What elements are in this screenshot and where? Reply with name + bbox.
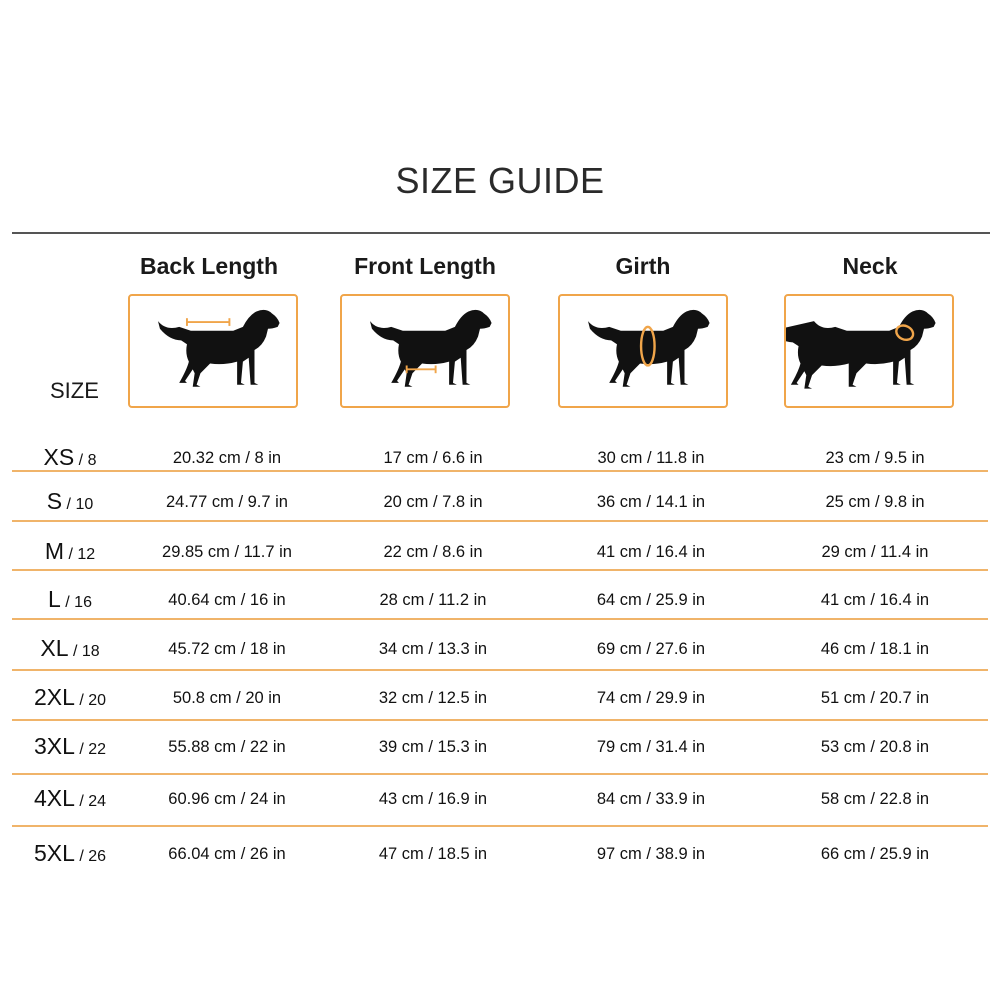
size-number: / 8 <box>78 452 97 469</box>
measurement-cell: 58 cm / 22.8 in <box>820 790 930 808</box>
column-header-back-length: Back Length <box>139 253 279 279</box>
measurement-cell: 60.96 cm / 24 in <box>168 790 286 808</box>
measurement-cell: 66.04 cm / 26 in <box>168 845 286 863</box>
title-divider <box>12 232 990 234</box>
dog-front-length-icon <box>342 296 508 406</box>
size-number: / 18 <box>72 643 100 660</box>
table-row <box>0 480 1000 524</box>
size-code: S <box>46 488 63 514</box>
measurement-cell: 25 cm / 9.8 in <box>825 493 925 511</box>
front-length-icon-box <box>340 294 510 408</box>
measurement-cell: 29 cm / 11.4 in <box>821 543 929 561</box>
row-divider <box>12 773 988 775</box>
row-divider <box>12 669 988 671</box>
measurement-cell: 40.64 cm / 16 in <box>168 591 286 609</box>
table-row <box>0 725 1000 769</box>
measurement-cell: 23 cm / 9.5 in <box>825 449 925 467</box>
measurement-cell: 53 cm / 20.8 in <box>820 738 930 756</box>
measurement-cell: 17 cm / 6.6 in <box>383 449 483 467</box>
measurement-cell: 45.72 cm / 18 in <box>168 640 286 658</box>
measurement-cell: 51 cm / 20.7 in <box>820 689 930 707</box>
column-header-front-length: Front Length <box>354 253 496 279</box>
size-number: / 24 <box>79 793 107 810</box>
measurement-cell: 32 cm / 12.5 in <box>378 689 488 707</box>
size-number: / 16 <box>65 594 92 611</box>
table-row <box>0 627 1000 671</box>
column-header-girth: Girth <box>615 253 671 279</box>
row-divider <box>12 618 988 620</box>
size-number: / 22 <box>79 741 107 758</box>
measurement-cell: 22 cm / 8.6 in <box>383 543 483 561</box>
measurement-cell: 84 cm / 33.9 in <box>596 790 706 808</box>
row-divider <box>12 470 988 472</box>
measurement-cell: 39 cm / 15.3 in <box>378 738 488 756</box>
size-number: / 10 <box>66 496 94 513</box>
measurement-cell: 34 cm / 13.3 in <box>378 640 488 658</box>
measurement-cell: 66 cm / 25.9 in <box>820 845 930 863</box>
neck-icon-box <box>784 294 954 408</box>
measurement-cell: 41 cm / 16.4 in <box>596 543 706 561</box>
row-divider <box>12 520 988 522</box>
measurement-cell: 46 cm / 18.1 in <box>820 640 930 658</box>
size-number: / 12 <box>68 546 96 563</box>
row-divider <box>12 825 988 827</box>
measurement-cell: 24.77 cm / 9.7 in <box>166 493 288 511</box>
measurement-cell: 41 cm / 16.4 in <box>820 591 930 609</box>
measurement-cell: 20 cm / 7.8 in <box>383 493 483 511</box>
back-length-icon-box <box>128 294 298 408</box>
measurement-cell: 69 cm / 27.6 in <box>596 640 706 658</box>
size-code: XS <box>43 444 75 470</box>
table-row <box>0 777 1000 821</box>
measurement-cell: 55.88 cm / 22 in <box>168 738 286 756</box>
size-code: 4XL <box>33 785 75 811</box>
measurement-cell: 50.8 cm / 20 in <box>172 689 282 707</box>
measurement-cell: 43 cm / 16.9 in <box>378 790 488 808</box>
dog-back-length-icon <box>130 296 296 406</box>
measurement-cell: 28 cm / 11.2 in <box>379 591 487 609</box>
table-row <box>0 530 1000 574</box>
dog-neck-icon <box>786 296 952 406</box>
size-code: L <box>48 586 61 612</box>
measurement-cell: 29.85 cm / 11.7 in <box>162 543 292 561</box>
size-column-header: SIZE <box>50 378 99 403</box>
size-number: / 26 <box>79 848 107 865</box>
size-code: 3XL <box>33 733 75 759</box>
table-row <box>0 578 1000 622</box>
page-title: SIZE GUIDE <box>395 160 605 201</box>
measurement-cell: 20.32 cm / 8 in <box>172 449 282 467</box>
girth-icon-box <box>558 294 728 408</box>
table-row <box>0 676 1000 720</box>
size-number: / 20 <box>79 692 107 709</box>
table-row <box>0 436 1000 480</box>
measurement-cell: 30 cm / 11.8 in <box>597 449 705 467</box>
table-row <box>0 832 1000 876</box>
measurement-cell: 36 cm / 14.1 in <box>596 493 706 511</box>
measurement-cell: 79 cm / 31.4 in <box>596 738 706 756</box>
row-divider <box>12 569 988 571</box>
measurement-cell: 47 cm / 18.5 in <box>378 845 488 863</box>
row-divider <box>12 719 988 721</box>
measurement-cell: 74 cm / 29.9 in <box>596 689 706 707</box>
size-code: M <box>44 538 65 564</box>
size-code: XL <box>40 635 69 661</box>
column-header-neck: Neck <box>842 253 898 279</box>
measurement-cell: 64 cm / 25.9 in <box>596 591 706 609</box>
measurement-cell: 97 cm / 38.9 in <box>596 845 706 863</box>
dog-girth-icon <box>560 296 726 406</box>
size-code: 5XL <box>33 840 75 866</box>
size-code: 2XL <box>33 684 75 710</box>
